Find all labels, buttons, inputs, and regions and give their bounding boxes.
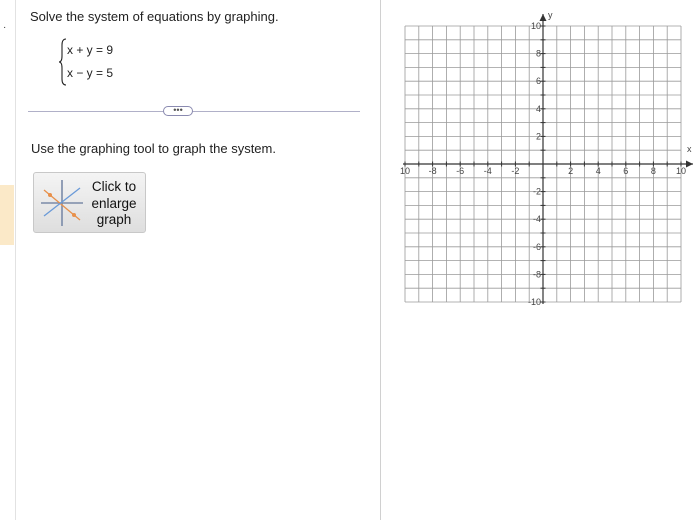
y-axis-label: y [548,10,553,20]
y-tick-label: -6 [532,241,541,252]
enlarge-label-line-2: enlarge [91,195,137,211]
tool-instruction: Use the graphing tool to graph the system. [31,141,276,156]
x-axis-arrow-icon [686,161,693,168]
y-tick-label: 2 [535,131,541,142]
x-tick-label: 2 [568,166,574,176]
y-tick-label: -4 [532,214,541,225]
x-axis-label: x [687,144,692,154]
y-tick-label: -8 [532,269,541,280]
y-axis-arrow-icon [540,14,547,21]
y-tick-label: -2 [532,186,541,197]
x-tick-label: 10 [399,166,411,176]
y-tick-label: 10 [530,21,541,31]
left-panel-strip [0,0,16,520]
x-tick-label: -6 [456,166,465,176]
x-tick-label: 10 [675,166,687,176]
left-panel-mark: · [3,22,7,33]
panel-divider [380,0,381,520]
equation-2: x − y = 5 [67,66,114,80]
left-panel-tab[interactable] [0,185,14,245]
x-tick-label: -2 [511,166,520,176]
x-tick-label: 6 [623,166,629,176]
enlarge-graph-button[interactable] [33,172,146,233]
y-tick-label: -10 [527,297,541,307]
y-tick-label: 8 [535,48,541,59]
x-tick-label: -8 [428,166,437,176]
y-tick-label: 6 [535,76,541,87]
x-tick-label: 4 [595,166,601,176]
equation-1: x + y = 9 [67,43,114,57]
x-tick-label: 8 [650,166,656,176]
enlarge-label-line-3: graph [96,212,132,227]
coordinate-grid[interactable] [395,8,695,308]
section-separator [28,111,360,112]
question-instruction: Solve the system of equations by graphing. [30,9,279,24]
x-tick-label: -4 [483,166,492,176]
more-options-button[interactable]: ••• [163,106,193,116]
enlarge-label-line-1: Click to [91,179,137,194]
enlarge-graph-label [86,179,142,229]
y-tick-label: 4 [535,103,541,114]
graph-thumbnail-icon [39,178,85,228]
